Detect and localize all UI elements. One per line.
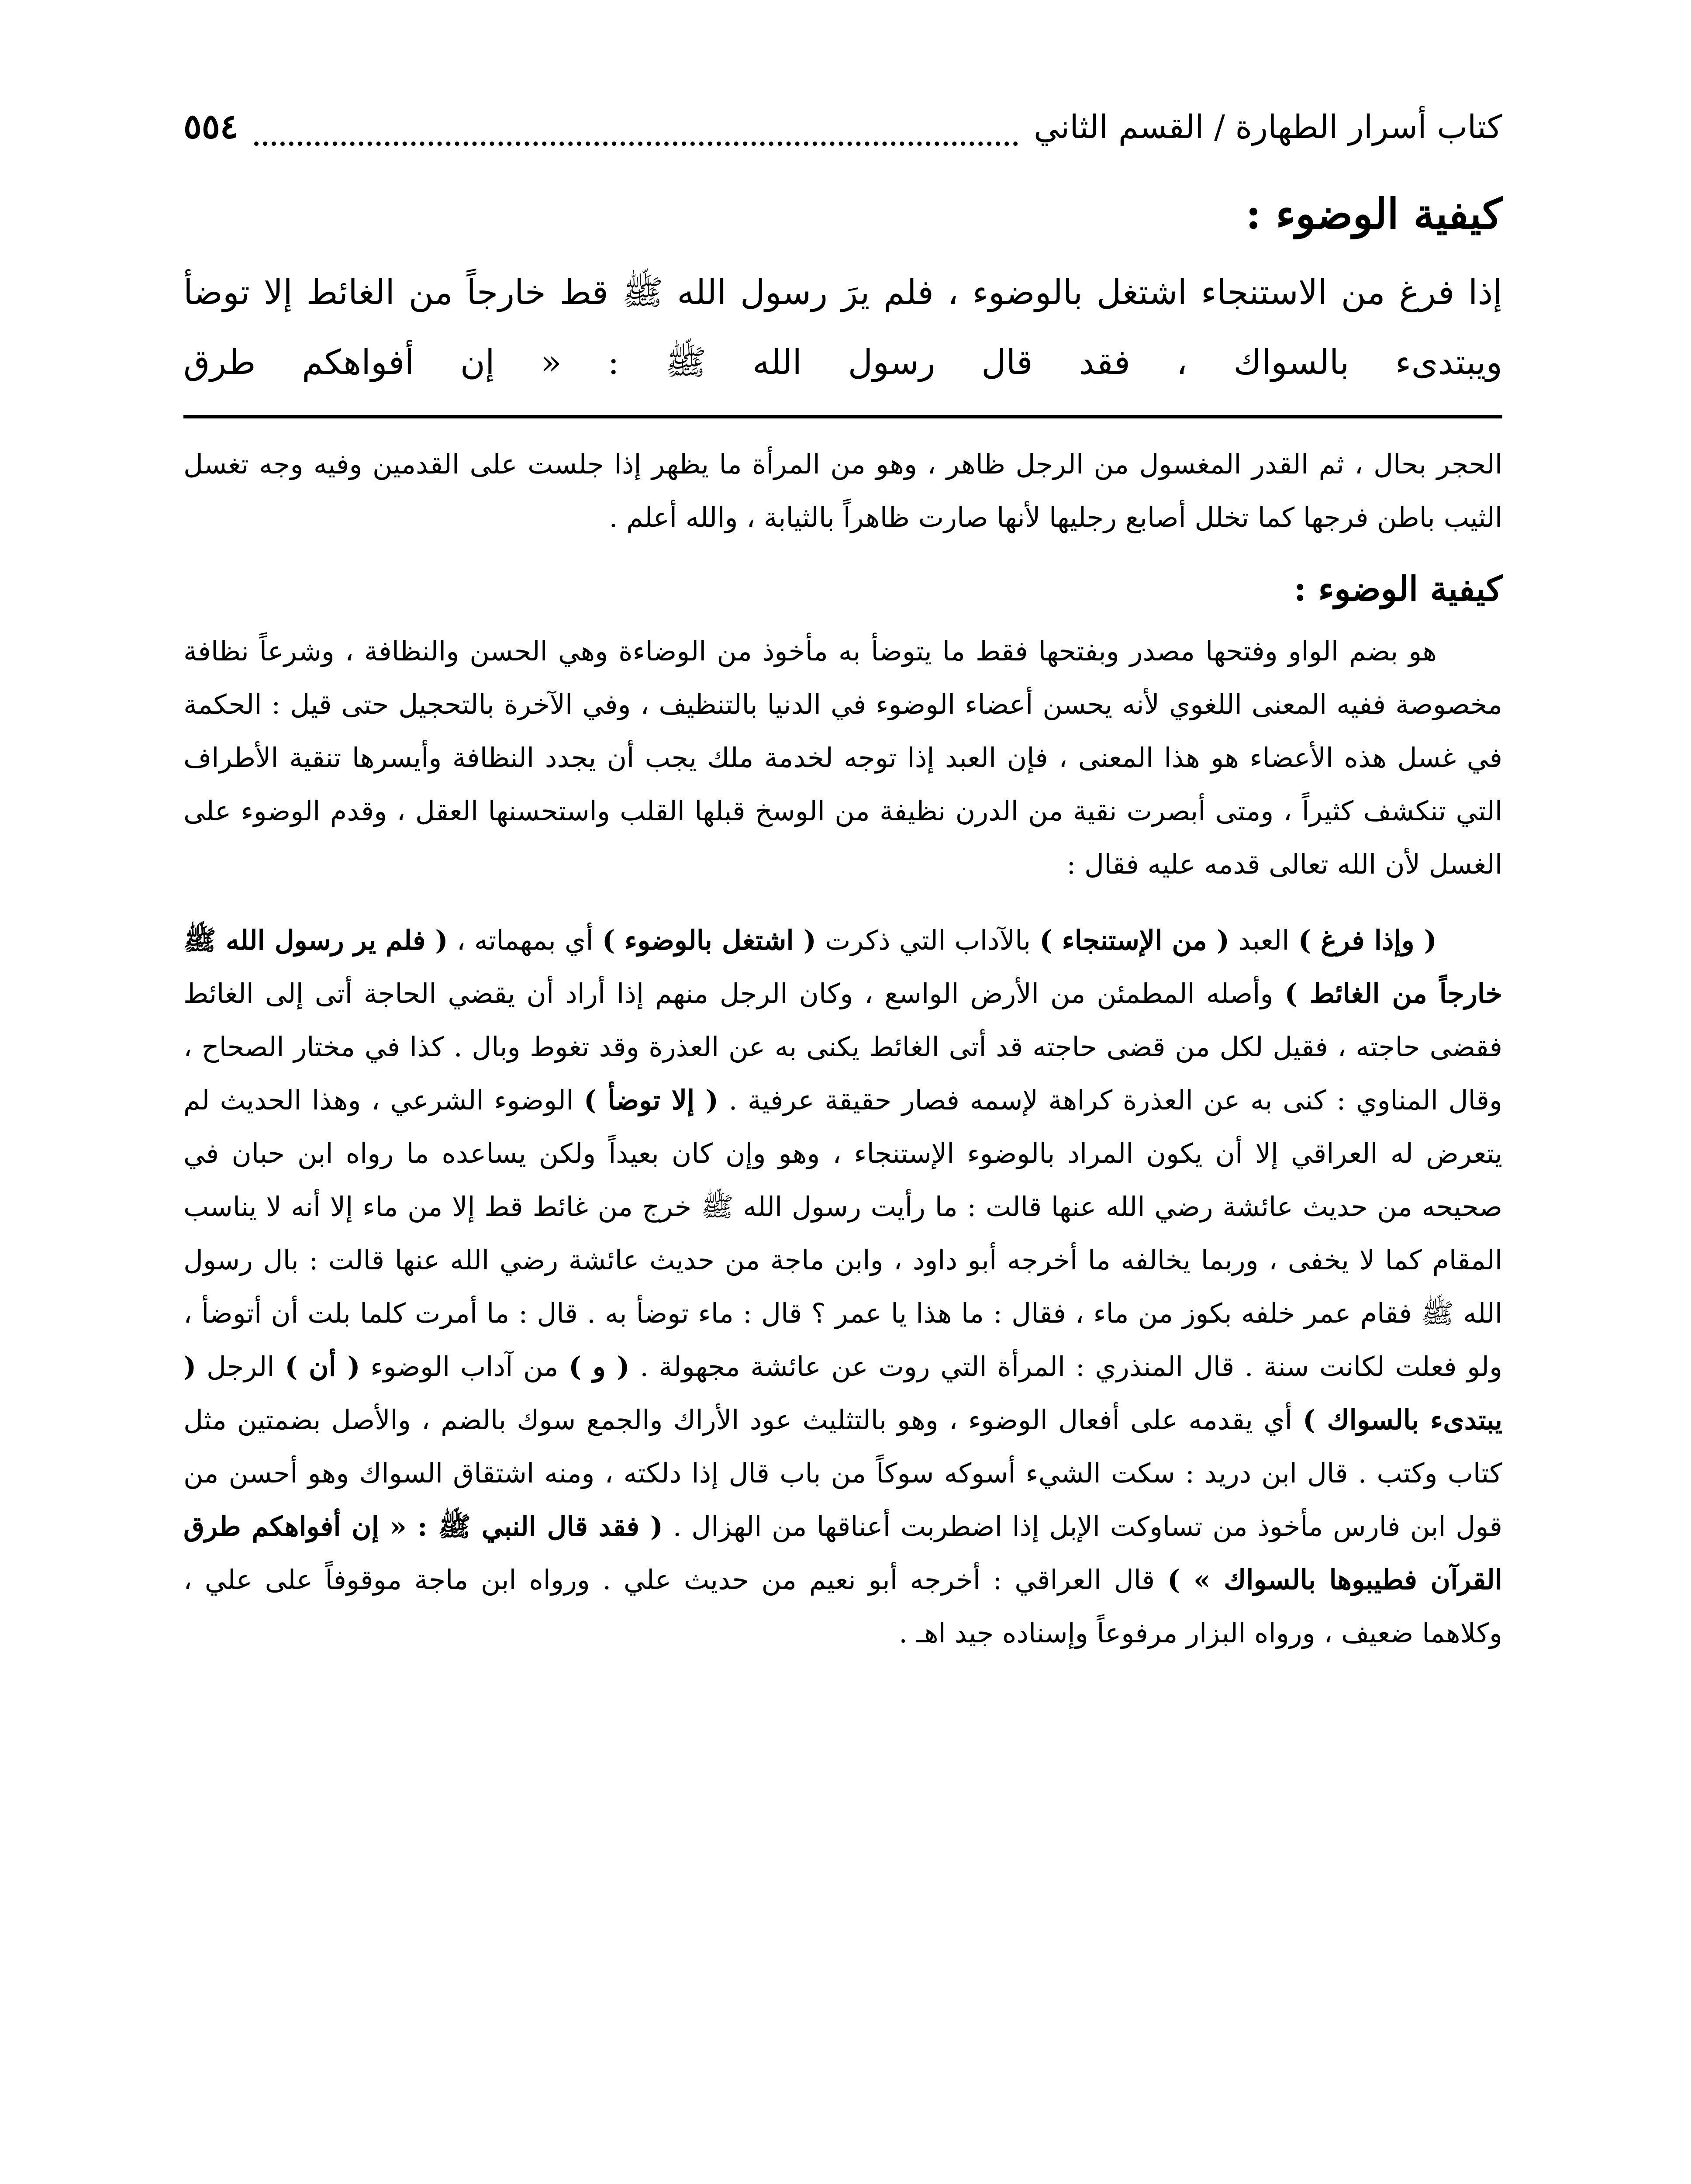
- commentary-text: من آداب الوضوء: [360, 1351, 569, 1382]
- commentary-intro-paragraph: هو بضم الواو وفتحها مصدر وبفتحها فقط ما يتوضأ به مأخوذ من الوضاءة وهي الحسن والنظافة ، وشرعاً نظافة مخصوصة ففيه المعنى اللغوي لأنه يحسن أعضاء الوضوء في الدنيا بالتنظيف ، وفي الآخرة بالتحجيل حتى قيل : الحكمة في غسل هذه الأعضاء هو هذا المعنى ، فإن العبد إذا توجه لخدمة ملك يجب أن يجدد النظافة وأيسرها تنقية الأطراف التي تنكشف كثيراً ، ومتى أبصرت نقية من الدرن نظيفة من الوسخ قبلها القلب واستحسنها العقل ، وقدم الوضوء على الغسل لأن الله تعالى قدمه عليه فقال :: [183, 635, 1502, 880]
- quoted-matn-phrase: ( فقد قال النبي ﷺ : « إن أفواهكم طرق القرآن فطيبوها بالسواك » ): [183, 1510, 1502, 1596]
- quoted-matn-phrase: ( من الإستنجاء ): [1039, 924, 1230, 956]
- commentary-text: أي يقدمه على أفعال الوضوء ، وهو بالتثليث عود الأراك والجمع سوك بالضم ، والأصل بضمتين مثل كتاب وكتب . قال ابن دريد : سكت الشيء أسوكه سوكاً من باب قال إذا دلكته ، ومنه اشتقاق السواك وهو أحسن من قول ابن فارس مأخوذ من تساوكت الإبل إذا اضطربت أعناقها من الهزال .: [183, 1404, 1502, 1542]
- commentary-heading: كيفية الوضوء :: [1294, 569, 1502, 609]
- commentary-text: أي بمهماته ،: [448, 924, 602, 956]
- quoted-matn-phrase: ( أن ): [285, 1351, 360, 1382]
- commentary-sharh-paragraph: [183, 914, 1502, 1660]
- commentary-text: قال العراقي : أخرجه أبو نعيم من حديث علي . ورواه ابن ماجة موقوفاً على علي ، وكلاهما ضعيف ، ورواه البزار مرفوعاً وإسناده جيد اهـ .: [183, 1564, 1502, 1649]
- book-page: [183, 105, 1502, 2184]
- running-header: [183, 105, 1502, 170]
- quoted-matn-phrase: ( وإذا فرغ ): [1298, 924, 1437, 956]
- quoted-matn-phrase: ( فلم ير رسول الله ﷺ خارجاً من الغائط ): [183, 924, 1502, 1009]
- commentary-text: بالآداب التي ذكرت: [816, 924, 1040, 956]
- matn-paragraph: إذا فرغ من الاستنجاء اشتغل بالوضوء ، فلم يرَ رسول الله ﷺ قط خارجاً من الغائط إلا توضأ ويبتدىء بالسواك ، فقد قال رسول الله ﷺ : « إن أفواهكم طرق: [183, 273, 1502, 382]
- matn-commentary-separator: [183, 415, 1502, 418]
- running-title: كتاب أسرار الطهارة / القسم الثاني: [1033, 108, 1502, 146]
- commentary-text: الوضوء الشرعي ، وهذا الحديث لم يتعرض له العراقي إلا أن يكون المراد بالوضوء الإستنجاء ، وهو وإن كان بعيداً ولكن يساعده ما رواه ابن حبان في صحيحه من حديث عائشة رضي الله عنها قالت : ما رأيت رسول الله ﷺ خرج من غائط قط إلا من ماء إلا أنه لا يناسب المقام كما لا يخفى ، وربما يخالفه ما أخرجه أبو داود ، وابن ماجة من حديث عائشة رضي الله عنها قالت : بال رسول الله ﷺ فقام عمر خلفه بكوز من ماء ، فقال : ما هذا يا عمر ؟ قال : ماء توضأ به . قال : ما أمرت كلما بلت أن أتوضأ ، ولو فعلت لكانت سنة . قال المنذري : المرأة التي روت عن عائشة مجهولة .: [183, 1084, 1503, 1382]
- matn-text-block: [183, 258, 1502, 397]
- header-dot-leader: [254, 142, 1018, 146]
- commentary-text: وأصله المطمئن من الأرض الواسع ، وكان الرجل منهم إذا أراد أن يقضي الحاجة أتى إلى الغائط فقضى حاجته ، فقيل لكل من قضى حاجته قد أتى الغائط يكنى به عن العذرة وقد تغوط وبال . كذا في مختار الصحاح ، وقال المناوي : كنى به عن العذرة كراهة لإسمه فصار حقيقة عرفية .: [183, 978, 1502, 1116]
- commentary-block: [183, 438, 1502, 1660]
- commentary-text: الرجل: [196, 1351, 285, 1382]
- quoted-matn-phrase: ( يبتدىء بالسواك ): [183, 1351, 1502, 1436]
- commentary-carryover: الحجر بحال ، ثم القدر المغسول من الرجل ظاهر ، وهو من المرأة ما يظهر إذا جلست على القدمين وفيه وجه تغسل الثيب باطن فرجها كما تخلل أصابع رجليها لأنها صارت ظاهراً بالثيابة ، والله أعلم .: [183, 448, 1502, 533]
- commentary-text: العبد: [1229, 924, 1298, 956]
- quoted-matn-phrase: ( اشتغل بالوضوء ): [602, 924, 816, 956]
- quoted-matn-phrase: ( و ): [569, 1351, 630, 1382]
- matn-heading: كيفية الوضوء :: [1246, 189, 1502, 238]
- page-number: ٥٥٤: [183, 107, 238, 146]
- quoted-matn-phrase: ( إلا توضأ ): [583, 1084, 719, 1116]
